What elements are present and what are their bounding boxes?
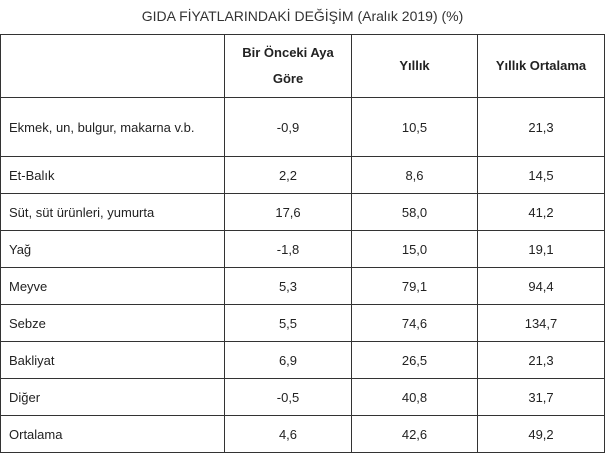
row-label: Süt, süt ürünleri, yumurta [1, 194, 225, 231]
cell-monthly: 6,9 [225, 342, 352, 379]
cell-annual-average: 134,7 [478, 305, 605, 342]
cell-annual: 10,5 [352, 98, 478, 157]
table-row [1, 231, 605, 268]
cell-monthly: 2,2 [225, 157, 352, 194]
cell-annual-average: 19,1 [478, 231, 605, 268]
row-label: Diğer [1, 379, 225, 416]
table-row [1, 342, 605, 379]
table-row [1, 416, 605, 453]
row-label: Bakliyat [1, 342, 225, 379]
row-label: Sebze [1, 305, 225, 342]
row-label: Et-Balık [1, 157, 225, 194]
cell-annual: 26,5 [352, 342, 478, 379]
header-cell-monthly: Bir Önceki Aya Göre [225, 35, 352, 98]
row-label-text: Ekmek, un, bulgur, makarna v.b. [9, 119, 195, 135]
table-row [1, 268, 605, 305]
table-row [1, 157, 605, 194]
cell-annual: 58,0 [352, 194, 478, 231]
cell-annual-average: 94,4 [478, 268, 605, 305]
row-label [1, 98, 225, 157]
cell-annual: 8,6 [352, 157, 478, 194]
table-row [1, 98, 605, 157]
cell-monthly: 5,3 [225, 268, 352, 305]
cell-annual-average: 41,2 [478, 194, 605, 231]
header-cell-annual-average: Yıllık Ortalama [478, 35, 605, 98]
cell-annual: 74,6 [352, 305, 478, 342]
cell-monthly: 17,6 [225, 194, 352, 231]
cell-annual: 15,0 [352, 231, 478, 268]
row-label: Ortalama [1, 416, 225, 453]
table-row [1, 379, 605, 416]
cell-annual-average: 49,2 [478, 416, 605, 453]
food-price-table [0, 34, 605, 453]
cell-annual: 79,1 [352, 268, 478, 305]
cell-annual: 42,6 [352, 416, 478, 453]
cell-monthly: -1,8 [225, 231, 352, 268]
table-row [1, 194, 605, 231]
cell-monthly: -0,5 [225, 379, 352, 416]
cell-annual-average: 31,7 [478, 379, 605, 416]
row-label: Meyve [1, 268, 225, 305]
cell-monthly: 4,6 [225, 416, 352, 453]
cell-monthly: 5,5 [225, 305, 352, 342]
header-cell-category [1, 35, 225, 98]
cell-annual: 40,8 [352, 379, 478, 416]
header-cell-annual: Yıllık [352, 35, 478, 98]
table-row [1, 305, 605, 342]
header-row [1, 35, 605, 98]
cell-annual-average: 21,3 [478, 98, 605, 157]
cell-annual-average: 21,3 [478, 342, 605, 379]
table-title: GIDA FİYATLARINDAKİ DEĞİŞİM (Aralık 2019) (%) [141, 8, 464, 24]
cell-annual-average: 14,5 [478, 157, 605, 194]
cell-monthly: -0,9 [225, 98, 352, 157]
row-label: Yağ [1, 231, 225, 268]
